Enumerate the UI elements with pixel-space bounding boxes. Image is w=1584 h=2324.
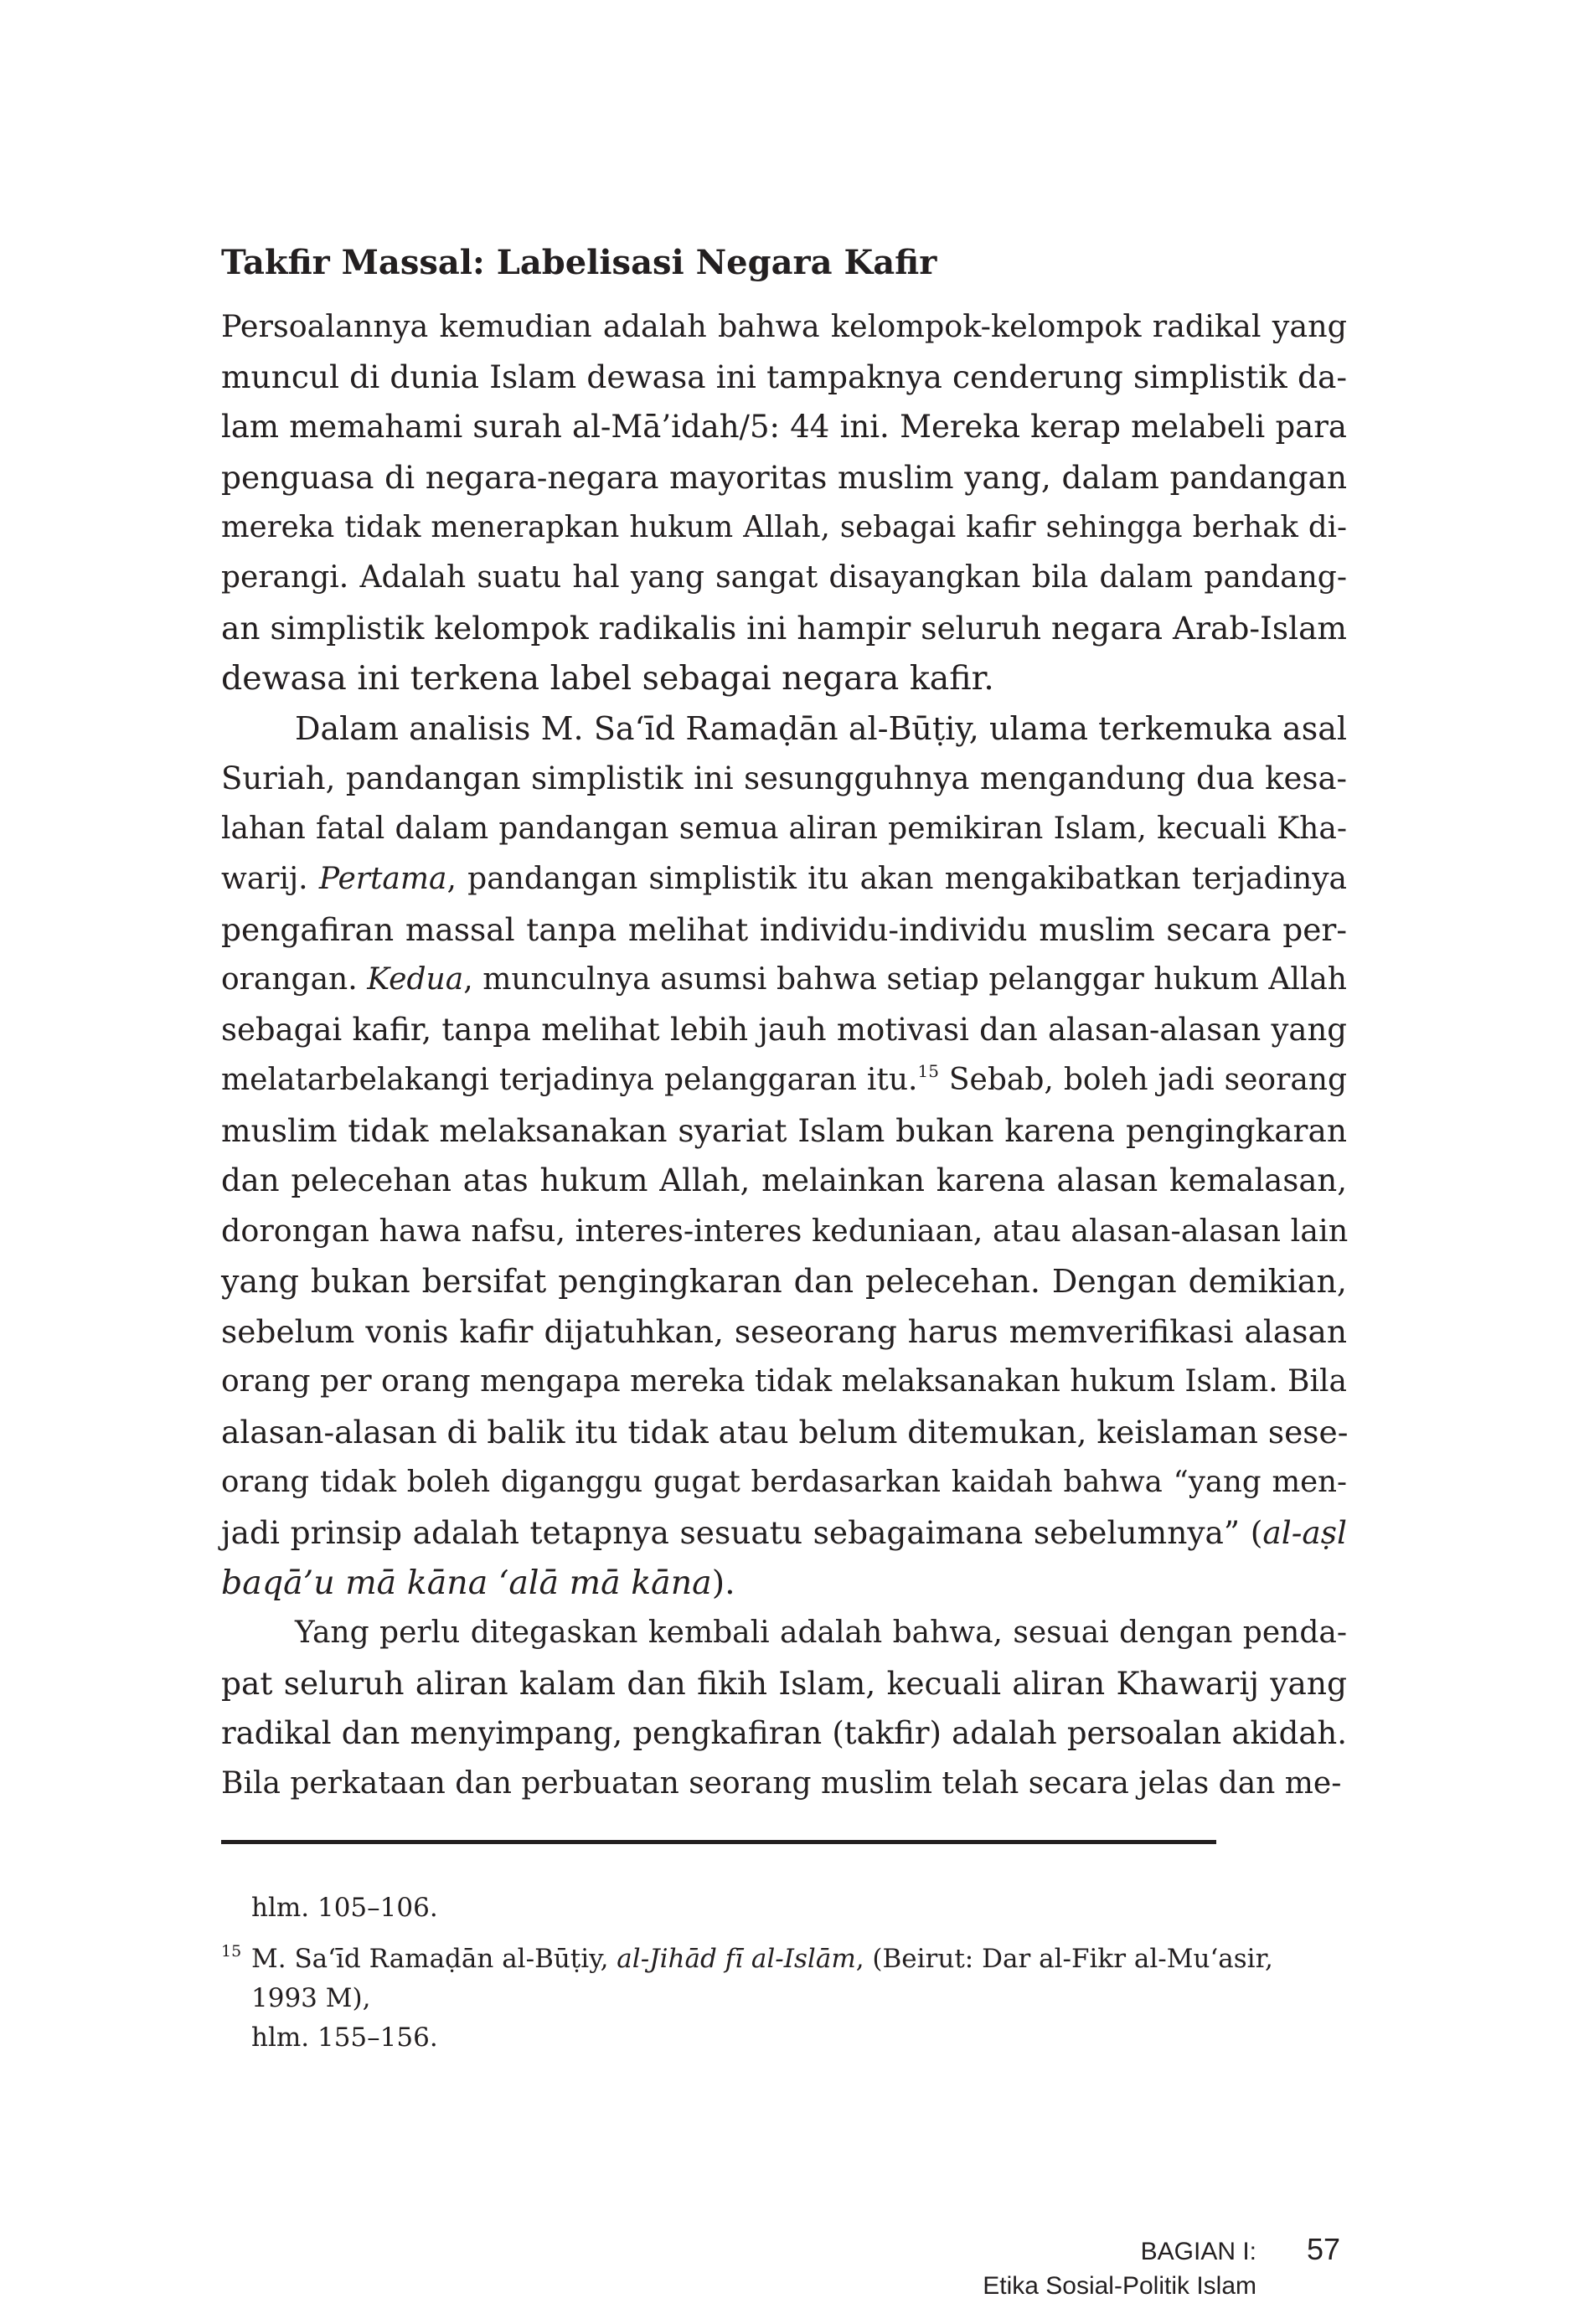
italic-text: Pertama bbox=[318, 862, 447, 896]
paragraph bbox=[221, 301, 1347, 703]
text-run: jadi prinsip adalah tetapnya sesuatu sebagaimana sebelumnya” ( bbox=[221, 1514, 1263, 1551]
text-line: Dalam analisis M. Sa‘īd Ramaḍān al-Būṭiy, ulama terkemuka asal bbox=[295, 710, 1347, 747]
text-line: sebagai kafir, tanpa melihat lebih jauh motivasi dan alasan-alasan yang bbox=[221, 1012, 1347, 1048]
text-line: lahan fatal dalam pandangan semua aliran pemikiran Islam, kecuali Kha- bbox=[221, 812, 1347, 846]
text-line: Suriah, pandangan simplistik ini sesungguhnya mengandung dua kesa- bbox=[221, 760, 1347, 796]
text-line: mereka tidak menerapkan hukum Allah, sebagai kafir sehingga berhak di- bbox=[221, 510, 1347, 544]
text-run: warij. bbox=[221, 862, 319, 896]
text-line bbox=[221, 1558, 1347, 1608]
text-line: penguasa di negara-negara mayoritas muslim yang, dalam pandangan bbox=[221, 459, 1347, 496]
text-line: Bila perkataan dan perbuatan seorang muslim telah secara jelas dan me- bbox=[221, 1766, 1342, 1801]
running-footer-section: Etika Sosial-Politik Islam bbox=[983, 2272, 1256, 2300]
text-line bbox=[221, 854, 1347, 904]
footnote-pages: hlm. 155–156. bbox=[251, 2023, 438, 2053]
text-run: ). bbox=[711, 1564, 735, 1602]
text-line: pengafiran massal tanpa melihat individu-individu muslim secara per- bbox=[221, 911, 1347, 948]
page-number: 57 bbox=[1307, 2232, 1341, 2266]
text-line: pat seluruh aliran kalam dan fikih Islam, kecuali aliran Khawarij yang bbox=[221, 1665, 1347, 1702]
text-line: lam memahami surah al-Mā’idah/5: 44 ini. Mereka kerap melabeli para bbox=[221, 409, 1347, 445]
text-run: , pandangan simplistik itu akan mengakibatkan terjadinya bbox=[446, 862, 1347, 896]
footnote-title: al-Jihād fī al-Islām bbox=[617, 1944, 856, 1974]
text-line: alasan-alasan di balik itu tidak atau belum ditemukan, keislaman sese- bbox=[221, 1414, 1349, 1451]
paragraph bbox=[221, 703, 1347, 1608]
text-line: dorongan hawa nafsu, interes-interes keduniaan, atau alasan-alasan lain bbox=[221, 1213, 1349, 1249]
text-line: sebelum vonis kafir dijatuhkan, seseorang harus memverifikasi alasan bbox=[221, 1313, 1347, 1350]
text-line: dewasa ini terkena label sebagai negara kafir. bbox=[221, 659, 994, 698]
text-line: perangi. Adalah suatu hal yang sangat disayangkan bila dalam pandang- bbox=[221, 560, 1347, 595]
footnote-divider bbox=[221, 1840, 1216, 1844]
section-heading: Takfir Massal: Labelisasi Negara Kafir bbox=[221, 243, 937, 282]
footnote-author: M. Sa‘īd Ramaḍān al-Būṭiy, bbox=[251, 1944, 617, 1974]
footnote-15 bbox=[221, 1940, 1347, 2058]
text-line bbox=[221, 955, 1347, 1005]
text-line bbox=[221, 1055, 1347, 1105]
text-line: muncul di dunia Islam dewasa ini tampaknya cenderung simplistik da- bbox=[221, 358, 1347, 395]
paragraph bbox=[221, 1608, 1347, 1809]
running-footer bbox=[880, 2234, 1256, 2303]
text-run: melatarbelakangi terjadinya pelanggaran itu. bbox=[221, 1063, 918, 1097]
footnote-continuation: hlm. 105–106. bbox=[251, 1893, 438, 1923]
text-line: muslim tidak melaksanakan syariat Islam bukan karena pengingkaran bbox=[221, 1112, 1347, 1149]
text-line: dan pelecehan atas hukum Allah, melainkan karena alasan kemalasan, bbox=[221, 1162, 1347, 1198]
text-line: radikal dan menyimpang, pengkafiran (takfir) adalah persoalan akidah. bbox=[221, 1715, 1347, 1751]
footnotes bbox=[221, 1889, 1347, 2058]
text-line: Persoalannya kemudian adalah bahwa kelompok-kelompok radikal yang bbox=[221, 308, 1347, 344]
footnote-publication: , (Beirut: Dar al-Fikr al-Mu‘asir, 1993 M), bbox=[251, 1944, 1273, 2013]
running-footer-part: BAGIAN I: bbox=[1140, 2238, 1256, 2265]
text-line: Yang perlu ditegaskan kembali adalah bahwa, sesuai dengan penda- bbox=[295, 1615, 1347, 1650]
text-line: yang bukan bersifat pengingkaran dan pelecehan. Dengan demikian, bbox=[221, 1263, 1347, 1300]
footnote-reference: 15 bbox=[917, 1061, 939, 1081]
text-line: an simplistik kelompok radikalis ini hampir seluruh negara Arab-Islam bbox=[221, 610, 1347, 647]
text-line: orang per orang mengapa mereka tidak melaksanakan hukum Islam. Bila bbox=[221, 1364, 1347, 1399]
text-run: Sebab, boleh jadi seorang bbox=[938, 1063, 1348, 1097]
footnote-number: 15 bbox=[221, 1942, 242, 1961]
text-run: orangan. bbox=[221, 962, 368, 997]
text-line: orang tidak boleh diganggu gugat berdasarkan kaidah bahwa “yang men- bbox=[221, 1465, 1347, 1499]
italic-text: Kedua bbox=[367, 962, 464, 997]
text-line bbox=[221, 1507, 1347, 1558]
text-run: , munculnya asumsi bahwa setiap pelanggar hukum Allah bbox=[463, 962, 1347, 997]
body-text bbox=[221, 301, 1347, 1809]
italic-text: baqā’u mā kāna ‘alā mā kāna bbox=[221, 1564, 712, 1602]
italic-text: al-aṣl bbox=[1262, 1514, 1347, 1551]
